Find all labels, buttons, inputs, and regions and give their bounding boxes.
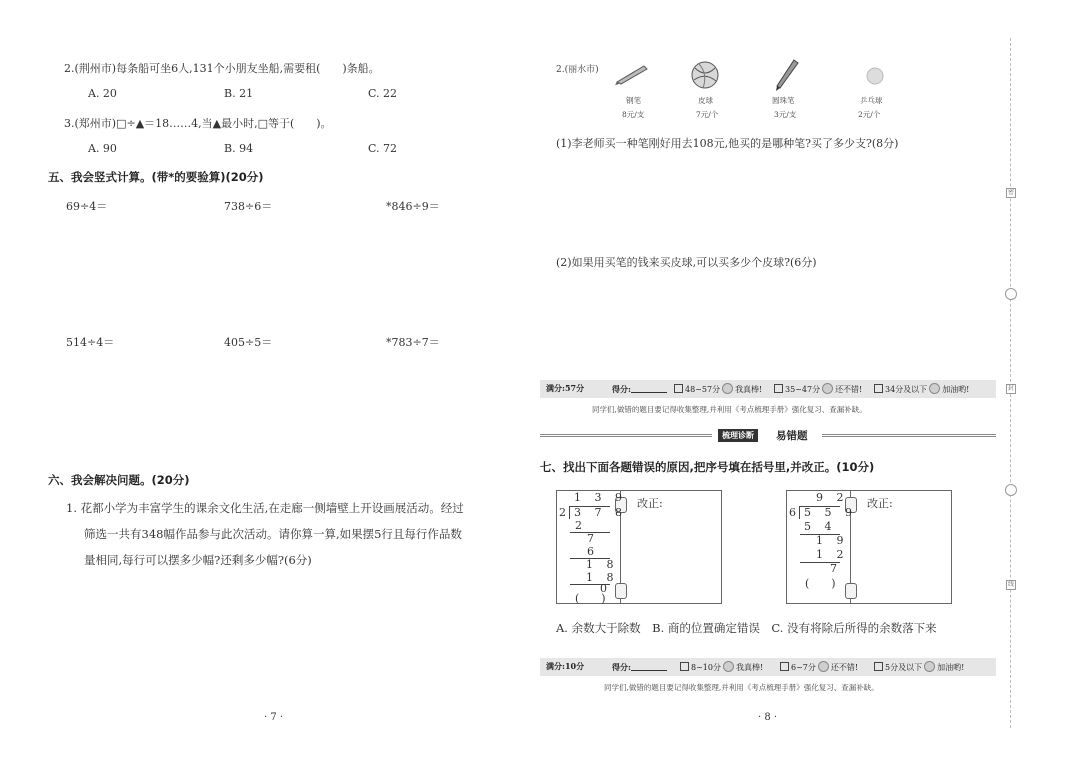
item-price: 8元/支 xyxy=(622,110,645,119)
checkbox xyxy=(874,384,883,393)
step-line: 7 xyxy=(587,532,594,545)
binder-ring xyxy=(845,583,857,599)
step-line: 1 2 xyxy=(816,548,849,561)
rating-range: 6~7分 xyxy=(791,663,816,672)
smile-icon xyxy=(818,661,829,672)
checkbox xyxy=(874,662,883,671)
binder-ring xyxy=(615,583,627,599)
section-7-title: 七、找出下面各题错误的原因,把序号填在括号里,并改正。(10分) xyxy=(540,460,875,474)
banner-title: 易错题 xyxy=(776,430,808,442)
rating-range: 48~57分 xyxy=(685,385,721,394)
error-reasons: A. 余数大于除数 B. 商的位置确定错误 C. 没有将除后所得的余数落下来 xyxy=(556,621,937,635)
checkbox xyxy=(680,662,689,671)
rating-text: 还不错! xyxy=(830,663,859,672)
rating-range: 8~10分 xyxy=(691,663,721,672)
calc-item: *783÷7＝ xyxy=(386,336,440,349)
rating-option xyxy=(874,383,969,395)
punch-hole-icon xyxy=(1005,484,1017,496)
answer-paren: ( ) xyxy=(575,592,606,605)
rating-text: 我真棒! xyxy=(735,385,763,394)
banner-rule-right xyxy=(822,434,996,437)
item-price: 7元/个 xyxy=(696,110,719,119)
error-box-2 xyxy=(786,490,952,604)
calc-item: 405÷5＝ xyxy=(224,336,273,349)
section-6-title: 六、我会解决问题。(20分) xyxy=(48,473,190,487)
dividend: 3 7 8 xyxy=(574,506,627,519)
item-name: 圆珠笔 xyxy=(772,96,795,105)
rating-option xyxy=(874,661,964,673)
score-label: 得分: xyxy=(612,662,631,672)
answer-paren: ( ) xyxy=(805,577,836,590)
divisor: 6 xyxy=(789,506,796,519)
margin-label: 线 xyxy=(1007,581,1014,588)
step-line: 2 xyxy=(575,519,582,532)
smile-icon xyxy=(822,383,833,394)
quotient: 9 2 xyxy=(816,491,849,504)
review-note: 同学们,做错的题目要记得收集整理,并利用《考点梳理手册》强化复习、查漏补缺。 xyxy=(604,683,879,692)
ball-icon xyxy=(690,60,720,90)
rating-range: 5分及以下 xyxy=(885,663,923,672)
margin-label: 封 xyxy=(1007,385,1014,392)
item-price: 2元/个 xyxy=(858,110,881,119)
question-2-option-c: C. 22 xyxy=(368,87,398,100)
problem-1-line: 筛选一共有348幅作品参与此次活动。请你算一算,如果摆5行且每行作品数 xyxy=(84,527,462,541)
page-number-right: · 8 · xyxy=(758,712,778,723)
rating-option xyxy=(680,661,763,673)
question-2-label: 2.(丽水市) xyxy=(556,65,599,75)
fix-label: 改正: xyxy=(637,497,663,510)
division-bracket xyxy=(799,506,800,519)
step-line: 1 8 xyxy=(586,571,619,584)
step-line: 1 8 xyxy=(586,558,619,571)
score-bar xyxy=(540,380,996,398)
rating-text: 我真棒! xyxy=(735,663,764,672)
fix-label: 改正: xyxy=(867,497,893,510)
rating-text: 还不错! xyxy=(835,385,863,394)
smile-icon xyxy=(723,661,734,672)
full-score: 满分:10分 xyxy=(546,661,585,671)
full-score: 满分:57分 xyxy=(546,383,585,393)
step-line: 6 xyxy=(587,545,594,558)
calc-item: *846÷9＝ xyxy=(386,200,440,213)
calc-item: 514÷4＝ xyxy=(66,336,115,349)
step-line: 0 xyxy=(600,582,607,595)
item-price: 3元/支 xyxy=(774,110,797,119)
quotient: 1 3 9 xyxy=(574,491,627,504)
cheer-icon xyxy=(924,661,935,672)
rating-option xyxy=(774,383,862,395)
divisor: 2 xyxy=(559,506,566,519)
score-blank xyxy=(631,661,667,671)
problem-1-line: 量相同,每行可以摆多少幅?还剩多少幅?(6分) xyxy=(84,553,312,567)
checkbox xyxy=(674,384,683,393)
calc-item: 738÷6＝ xyxy=(224,200,273,213)
item-name: 乒乓球 xyxy=(860,96,883,105)
question-2-1: (1)李老师买一种笔刚好用去108元,他买的是哪种笔?买了多少支?(8分) xyxy=(556,137,899,150)
question-2-text: 2.(荆州市)每条船可坐6人,131个小朋友坐船,需要租( )条船。 xyxy=(64,62,380,75)
checkbox xyxy=(780,662,789,671)
calc-item: 69÷4＝ xyxy=(66,200,108,213)
rating-range: 34分及以下 xyxy=(885,385,928,394)
question-3-text: 3.(郑州市)□÷▲＝18……4,当▲最小时,□等于( )。 xyxy=(64,117,332,130)
banner-rule-left xyxy=(540,434,712,437)
section-5-title: 五、我会竖式计算。(带*的要验算)(20分) xyxy=(48,170,264,184)
review-note: 同学们,做错的题目要记得收集整理,并利用《考点梳理手册》强化复习、查漏补缺。 xyxy=(592,405,867,414)
smile-icon xyxy=(722,383,733,394)
page-number-left: · 7 · xyxy=(264,712,284,723)
binding-line xyxy=(1010,38,1011,728)
rating-option xyxy=(674,383,762,395)
step-line: 1 9 xyxy=(816,534,849,547)
score-field xyxy=(612,383,667,395)
problem-1-line: 1. 花都小学为丰富学生的课余文化生活,在走廊一侧墙壁上开设画展活动。经过 xyxy=(66,501,464,515)
question-2-2: (2)如果用买笔的钱来买皮球,可以买多少个皮球?(6分) xyxy=(556,256,817,269)
item-name: 钢笔 xyxy=(626,96,641,105)
question-3-option-c: C. 72 xyxy=(368,142,398,155)
division-bracket xyxy=(569,506,570,519)
pingpong-icon xyxy=(866,67,884,85)
score-label: 得分: xyxy=(612,384,631,394)
dividend: 5 5 9 xyxy=(804,506,857,519)
question-3-option-b: B. 94 xyxy=(224,142,254,155)
margin-label: 密 xyxy=(1007,189,1014,196)
score-blank xyxy=(631,383,667,393)
banner-tag: 梳理诊断 xyxy=(718,429,758,442)
question-2-option-a: A. 20 xyxy=(88,87,117,100)
rating-range: 35~47分 xyxy=(785,385,821,394)
score-field xyxy=(612,661,667,673)
step-line: 7 xyxy=(830,562,837,575)
step-line: 5 4 xyxy=(804,520,837,533)
cheer-icon xyxy=(929,383,940,394)
score-bar xyxy=(540,658,996,676)
rating-text: 加油哟! xyxy=(937,663,965,672)
rating-text: 加油哟! xyxy=(942,385,970,394)
pen-icon xyxy=(614,62,650,86)
rating-option xyxy=(780,661,858,673)
item-name: 皮球 xyxy=(698,96,713,105)
error-box-1 xyxy=(556,490,722,604)
question-2-option-b: B. 21 xyxy=(224,87,254,100)
checkbox xyxy=(774,384,783,393)
ballpen-icon xyxy=(774,58,800,92)
question-3-option-a: A. 90 xyxy=(88,142,117,155)
punch-hole-icon xyxy=(1005,288,1017,300)
